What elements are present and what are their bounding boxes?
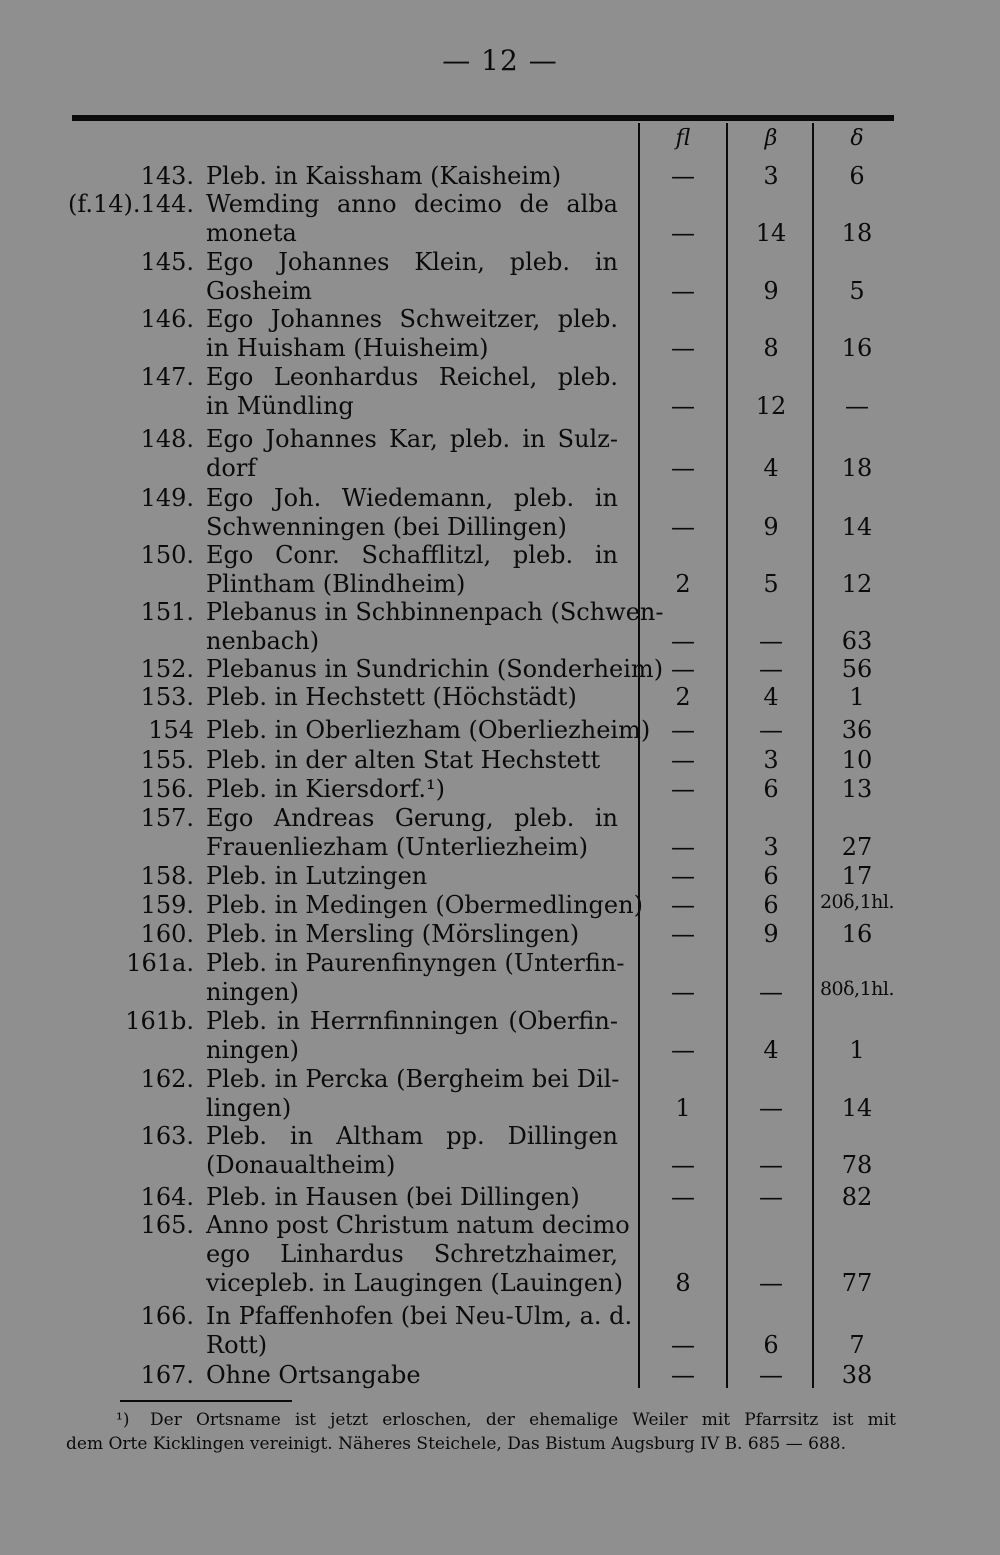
row-line — [0, 511, 1000, 540]
entry-text: Pleb. in Kiersdorf.¹) — [206, 775, 445, 803]
row-line — [0, 1034, 1000, 1063]
footnote-text-1: Der Ortsname ist jetzt erloschen, der ehemalige Weiler mit Pfarrsitz ist mit — [150, 1410, 896, 1430]
row-line — [0, 539, 1000, 568]
row-line — [0, 744, 1000, 773]
row-line — [0, 1092, 1000, 1121]
row-line — [0, 1238, 1000, 1267]
row-line — [0, 681, 1000, 710]
entry-text: Plebanus in Sundrichin (Sonderheim) — [206, 655, 664, 683]
value-delta: 80δ,1hl. — [819, 978, 895, 1000]
value-delta: 14 — [841, 513, 873, 541]
value-delta: 56 — [841, 655, 873, 683]
table-row — [0, 1063, 1000, 1121]
entry-text: Gosheim — [206, 277, 313, 305]
entry-text: Ego Leonhardus Reichel, pleb. — [206, 363, 618, 391]
entry-number: (f.14).144. — [68, 190, 194, 218]
value-delta: 6 — [849, 162, 865, 190]
row-line — [0, 217, 1000, 246]
value-fl: — — [671, 1151, 695, 1179]
footnote-marker: ¹) — [116, 1410, 130, 1430]
row-line — [0, 1063, 1000, 1092]
value-fl: — — [671, 978, 695, 1006]
value-fl: — — [671, 655, 695, 683]
row-line — [0, 1267, 1000, 1296]
entry-number: 160. — [140, 920, 194, 948]
entry-text: Pleb. in Hechstett (Höchstädt) — [206, 683, 577, 711]
row-line — [0, 596, 1000, 625]
value-fl: — — [671, 1183, 695, 1211]
row-line — [0, 361, 1000, 390]
entry-number: 163. — [140, 1122, 194, 1150]
table-row — [0, 596, 1000, 654]
entry-text: Plebanus in Schbinnenpach (Schwen- — [206, 598, 664, 626]
value-fl: — — [671, 716, 695, 744]
value-beta: 6 — [763, 1331, 779, 1359]
value-delta: 1 — [849, 683, 865, 711]
row-line — [0, 802, 1000, 831]
entry-number: 150. — [140, 541, 194, 569]
column-header-fl: fl — [675, 126, 691, 151]
entry-number: 156. — [140, 775, 194, 803]
value-delta: 7 — [849, 1331, 865, 1359]
value-delta: 5 — [849, 277, 865, 305]
entry-number: 155. — [140, 746, 194, 774]
entry-text: In Pfaffenhofen (bei Neu-Ulm, a. d. — [206, 1302, 633, 1330]
row-line — [0, 831, 1000, 860]
table-row — [0, 653, 1000, 682]
entry-text: Pleb. in Medingen (Obermedlingen) — [206, 891, 643, 919]
row-line — [0, 303, 1000, 332]
row-line — [0, 275, 1000, 304]
value-fl: — — [671, 1361, 695, 1389]
row-line — [0, 452, 1000, 481]
row-line — [0, 625, 1000, 654]
value-fl: — — [671, 627, 695, 655]
row-line — [0, 188, 1000, 217]
value-fl: — — [671, 219, 695, 247]
value-fl: 1 — [675, 1094, 691, 1122]
entry-text: in Mündling — [206, 392, 354, 420]
value-delta: 1 — [849, 1036, 865, 1064]
row-line — [0, 482, 1000, 511]
value-fl: — — [671, 277, 695, 305]
value-fl: — — [671, 920, 695, 948]
table-row — [0, 744, 1000, 773]
table-row — [0, 681, 1000, 710]
table-row — [0, 918, 1000, 947]
entry-text: Ego Johannes Klein, pleb. in — [206, 248, 618, 276]
entry-text: lingen) — [206, 1094, 292, 1122]
value-fl: — — [671, 392, 695, 420]
entry-text: (Donaualtheim) — [206, 1151, 396, 1179]
value-delta: 77 — [841, 1269, 873, 1297]
value-delta: 78 — [841, 1151, 873, 1179]
entry-number: 145. — [140, 248, 194, 276]
footnote-line-2: dem Orte Kicklingen vereinigt. Näheres Steichele, Das Bistum Augsburg IV B. 685 — 688. — [66, 1434, 846, 1454]
value-beta: 6 — [763, 891, 779, 919]
entry-number: 154 — [148, 716, 194, 744]
value-beta: 14 — [755, 219, 787, 247]
value-beta: — — [759, 1269, 783, 1297]
value-beta: 4 — [763, 1036, 779, 1064]
value-beta: — — [759, 1361, 783, 1389]
entry-text: ego Linhardus Schretzhaimer, — [206, 1240, 618, 1268]
row-line — [0, 1149, 1000, 1178]
value-fl: — — [671, 891, 695, 919]
entry-number: 147. — [140, 363, 194, 391]
entry-text: ningen) — [206, 1036, 299, 1064]
entry-number: 148. — [140, 425, 194, 453]
row-line — [0, 1300, 1000, 1329]
entry-number: 159. — [140, 891, 194, 919]
row-line — [0, 332, 1000, 361]
entry-number: 143. — [140, 162, 194, 190]
row-line — [0, 1359, 1000, 1388]
value-fl: — — [671, 775, 695, 803]
value-delta: 27 — [841, 833, 873, 861]
row-line — [0, 889, 1000, 918]
value-beta: — — [759, 716, 783, 744]
entry-number: 152. — [140, 655, 194, 683]
footnote-rule — [120, 1400, 292, 1402]
entry-text: nenbach) — [206, 627, 320, 655]
entry-text: vicepleb. in Laugingen (Lauingen) — [206, 1269, 623, 1297]
value-delta: 12 — [841, 570, 873, 598]
value-fl: — — [671, 833, 695, 861]
value-beta: — — [759, 1094, 783, 1122]
row-line — [0, 160, 1000, 189]
value-delta: 63 — [841, 627, 873, 655]
entry-number: 158. — [140, 862, 194, 890]
row-line — [0, 423, 1000, 452]
row-line — [0, 1005, 1000, 1034]
value-beta: 6 — [763, 775, 779, 803]
table-row — [0, 802, 1000, 860]
value-fl: 8 — [675, 1269, 691, 1297]
value-delta: 36 — [841, 716, 873, 744]
entry-text: Ego Johannes Schweitzer, pleb. — [206, 305, 618, 333]
table-row — [0, 188, 1000, 246]
value-beta: — — [759, 1183, 783, 1211]
value-beta: — — [759, 1151, 783, 1179]
page-number: — 12 — — [442, 44, 558, 77]
table-row — [0, 889, 1000, 918]
value-delta: 16 — [841, 920, 873, 948]
entry-text: ningen) — [206, 978, 299, 1006]
value-delta: 18 — [841, 219, 873, 247]
row-line — [0, 773, 1000, 802]
row-line — [0, 976, 1000, 1005]
value-delta: 18 — [841, 454, 873, 482]
table-row — [0, 1209, 1000, 1296]
entry-text: Ego Andreas Gerung, pleb. in — [206, 804, 618, 832]
entry-text: Anno post Christum natum decimo — [206, 1211, 630, 1239]
entry-text: Ego Joh. Wiedemann, pleb. in — [206, 484, 618, 512]
entry-text: Ohne Ortsangabe — [206, 1361, 421, 1389]
column-header-delta: δ — [850, 126, 864, 151]
entry-number: 149. — [140, 484, 194, 512]
value-fl: — — [671, 746, 695, 774]
column-header-beta: β — [764, 126, 778, 151]
table-row — [0, 947, 1000, 1005]
value-fl: — — [671, 1331, 695, 1359]
row-line — [0, 568, 1000, 597]
entry-text: Pleb. in Oberliezham (Oberliezheim) — [206, 716, 651, 744]
table-row — [0, 539, 1000, 597]
table-row — [0, 1181, 1000, 1210]
entry-text: Pleb. in Paurenfinyngen (Unterfin- — [206, 949, 625, 977]
value-fl: 2 — [675, 570, 691, 598]
entry-number: 153. — [140, 683, 194, 711]
value-beta: 4 — [763, 683, 779, 711]
entry-text: Schwenningen (bei Dillingen) — [206, 513, 567, 541]
table-row — [0, 361, 1000, 419]
value-beta: 8 — [763, 334, 779, 362]
value-delta: 13 — [841, 775, 873, 803]
row-line — [0, 1209, 1000, 1238]
row-line — [0, 246, 1000, 275]
entry-text: Pleb. in Lutzingen — [206, 862, 428, 890]
value-beta: 5 — [763, 570, 779, 598]
table-row — [0, 714, 1000, 743]
entry-number: 161b. — [125, 1007, 194, 1035]
value-delta: 82 — [841, 1183, 873, 1211]
value-delta: 16 — [841, 334, 873, 362]
entry-text: Frauenliezham (Unterliezheim) — [206, 833, 588, 861]
entry-number: 166. — [140, 1302, 194, 1330]
value-beta: — — [759, 655, 783, 683]
value-delta: 10 — [841, 746, 873, 774]
value-beta: 3 — [763, 162, 779, 190]
value-beta: 9 — [763, 513, 779, 541]
value-beta: 3 — [763, 833, 779, 861]
value-delta: 20δ,1hl. — [819, 891, 895, 913]
entry-text: Ego Johannes Kar, pleb. in Sulz- — [206, 425, 618, 453]
value-beta: 9 — [763, 277, 779, 305]
row-line — [0, 918, 1000, 947]
entry-text: Plintham (Blindheim) — [206, 570, 466, 598]
entry-number: 165. — [140, 1211, 194, 1239]
row-line — [0, 1120, 1000, 1149]
value-delta: 14 — [841, 1094, 873, 1122]
row-line — [0, 860, 1000, 889]
row-line — [0, 714, 1000, 743]
value-delta: 38 — [841, 1361, 873, 1389]
entry-number: 146. — [140, 305, 194, 333]
value-beta: 6 — [763, 862, 779, 890]
value-beta: 4 — [763, 454, 779, 482]
value-fl: — — [671, 1036, 695, 1064]
value-fl: 2 — [675, 683, 691, 711]
table-row — [0, 1300, 1000, 1358]
value-delta: 17 — [841, 862, 873, 890]
entry-text: moneta — [206, 219, 297, 247]
table-row — [0, 160, 1000, 189]
entry-text: Pleb. in Altham pp. Dillingen — [206, 1122, 618, 1150]
value-fl: — — [671, 454, 695, 482]
entry-text: in Huisham (Huisheim) — [206, 334, 489, 362]
row-line — [0, 1181, 1000, 1210]
table-row — [0, 1359, 1000, 1388]
value-beta: — — [759, 627, 783, 655]
value-fl: — — [671, 862, 695, 890]
row-line — [0, 947, 1000, 976]
entry-text: Pleb. in Mersling (Mörslingen) — [206, 920, 580, 948]
entry-text: Pleb. in Herrnfinningen (Oberfin- — [206, 1007, 618, 1035]
entry-text: dorf — [206, 454, 257, 482]
entry-text: Ego Conr. Schafflitzl, pleb. in — [206, 541, 618, 569]
table-row — [0, 860, 1000, 889]
value-beta: 3 — [763, 746, 779, 774]
value-delta: — — [845, 392, 869, 420]
row-line — [0, 653, 1000, 682]
entry-text: Pleb. in Kaissham (Kaisheim) — [206, 162, 562, 190]
entry-text: Rott) — [206, 1331, 268, 1359]
table-row — [0, 1005, 1000, 1063]
entry-text: Wemding anno decimo de alba — [206, 190, 618, 218]
value-fl: — — [671, 513, 695, 541]
table-row — [0, 303, 1000, 361]
table-row — [0, 773, 1000, 802]
table-row — [0, 482, 1000, 540]
entry-number: 161a. — [126, 949, 194, 977]
value-beta: 9 — [763, 920, 779, 948]
row-line — [0, 1329, 1000, 1358]
value-beta: 12 — [755, 392, 787, 420]
value-fl: — — [671, 162, 695, 190]
entry-text: Pleb. in der alten Stat Hechstett — [206, 746, 601, 774]
table-row — [0, 246, 1000, 304]
entry-number: 164. — [140, 1183, 194, 1211]
entry-text: Pleb. in Percka (Bergheim bei Dil- — [206, 1065, 620, 1093]
table-row — [0, 423, 1000, 481]
row-line — [0, 390, 1000, 419]
value-fl: — — [671, 334, 695, 362]
entry-number: 151. — [140, 598, 194, 626]
value-beta: — — [759, 978, 783, 1006]
entry-number: 167. — [140, 1361, 194, 1389]
footnote-line-1 — [66, 1408, 896, 1432]
header-rule — [72, 115, 894, 121]
table-row — [0, 1120, 1000, 1178]
entry-number: 157. — [140, 804, 194, 832]
entry-number: 162. — [140, 1065, 194, 1093]
entry-text: Pleb. in Hausen (bei Dillingen) — [206, 1183, 580, 1211]
